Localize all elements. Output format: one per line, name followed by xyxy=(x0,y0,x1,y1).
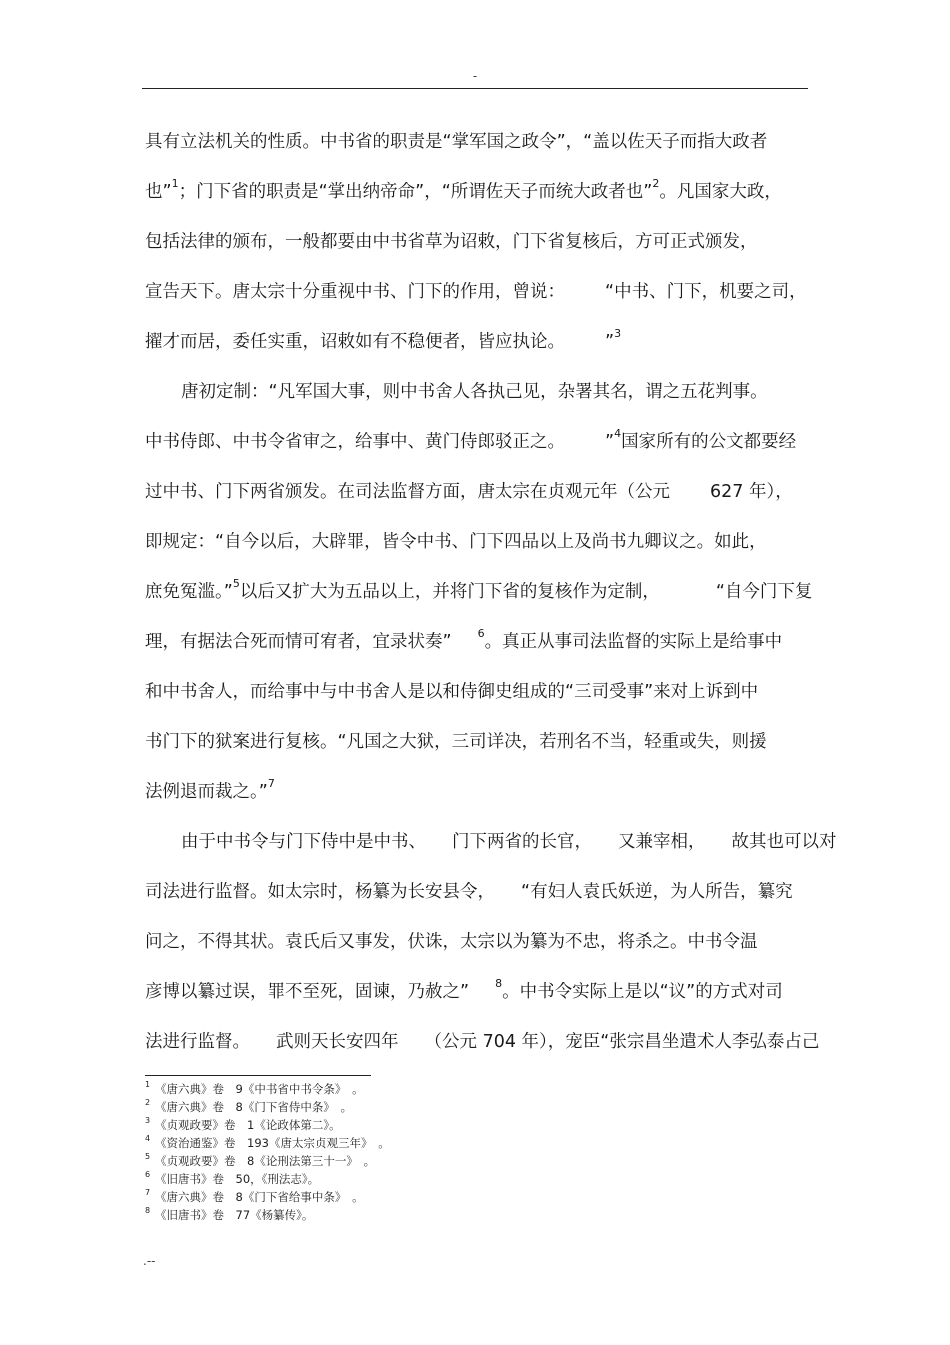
footnote-ref: 1 xyxy=(171,177,179,190)
body-text-span: 。中书令实际上是以“议”的方式对司 xyxy=(502,982,783,1002)
body-text-span: 法例退而裁之。” xyxy=(145,782,268,802)
body-text-span: 司法进行监督。如太宗时，杨纂为长安县令， xyxy=(145,882,495,902)
body-text-span: “中书、门下，机要之司， xyxy=(605,282,807,302)
footnote-ref: 5 xyxy=(232,577,240,590)
body-text-span: 理，有据法合死而情可宥者，宜录状奏” xyxy=(145,632,452,652)
footnote-item xyxy=(145,1080,745,1098)
body-text-span: 擢才而居，委任实重，诏敕如有不稳便者，皆应执论。 xyxy=(145,332,565,352)
body-line xyxy=(145,974,813,1024)
page-header-mark: - xyxy=(472,69,478,83)
footnote-text: 《资治通鉴》卷 193《唐太宗贞观三年》 。 xyxy=(155,1136,390,1150)
body-line xyxy=(145,624,813,674)
body-text xyxy=(145,124,837,1074)
body-text-span: 具有立法机关的性质。中书省的职责是“掌军国之政令”，“盖以佐天子而指大政者 xyxy=(145,132,768,152)
footnote-text: 《唐六典》卷 8《门下省给事中条》 。 xyxy=(155,1190,364,1204)
body-line xyxy=(145,674,813,724)
body-text-span: 也” xyxy=(145,182,172,202)
footnote-item xyxy=(145,1152,745,1170)
body-text-span: 。凡国家大政， xyxy=(659,182,782,202)
footnote-number: 2 xyxy=(145,1098,151,1107)
body-text-span: “有妇人袁氏妖逆，为人所告，纂究 xyxy=(521,882,793,902)
body-text-span: 国家所有的公文都要经 xyxy=(621,432,797,452)
body-line xyxy=(145,124,813,174)
footnote-item xyxy=(145,1188,745,1206)
body-text-span: （公元 704 年），宠臣“张宗昌坐遣术人李弘泰占己 xyxy=(424,1032,820,1052)
body-text-span: 包括法律的颁布，一般都要由中书省草为诏敕，门下省复核后，方可正式颁发， xyxy=(145,232,758,252)
footnote-item xyxy=(145,1134,745,1152)
footnote-ref: 4 xyxy=(614,427,622,440)
body-text-span: 以后又扩大为五品以上，并将门下省的复核作为定制， xyxy=(239,582,660,602)
footnote-text: 《旧唐书》卷 50，《刑法志》。 xyxy=(155,1172,320,1186)
body-line xyxy=(145,1024,820,1074)
footnote-item xyxy=(145,1116,745,1134)
body-text-span: 故其也可以对 xyxy=(731,832,837,852)
body-text-span: 中书侍郎、中书令省审之，给事中、黄门侍郎驳正之。 xyxy=(145,432,565,452)
body-text-span: 。真正从事司法监督的实际上是给事中 xyxy=(484,632,783,652)
body-line xyxy=(145,574,813,624)
body-text-span: 过中书、门下两省颁发。在司法监督方面，唐太宗在贞观元年（公元 xyxy=(145,482,670,502)
header-rule xyxy=(142,88,808,89)
body-line xyxy=(145,274,813,324)
footnote-number: 7 xyxy=(145,1188,151,1197)
body-text-span: 问之，不得其状。袁氏后又事发，伏诛，太宗以为纂为不忠，将杀之。中书令温 xyxy=(145,932,758,952)
footnote-text: 《唐六典》卷 8《门下省侍中条》 。 xyxy=(155,1100,353,1114)
footnote-separator xyxy=(145,1075,371,1076)
footnote-number: 8 xyxy=(145,1206,151,1215)
body-text-span: 即规定：“自今以后，大辟罪，皆令中书、门下四品以上及尚书九卿议之。如此， xyxy=(145,532,767,552)
footnote-ref: 8 xyxy=(495,977,503,990)
footnote-number: 5 xyxy=(145,1152,151,1161)
footnote-text: 《贞观政要》卷 8《论刑法第三十一》 。 xyxy=(155,1154,376,1168)
body-text-span: 法进行监督。 xyxy=(145,1032,250,1052)
body-text-span: 又兼宰相， xyxy=(618,832,706,852)
body-line xyxy=(145,174,813,224)
footnote-ref: 2 xyxy=(652,177,660,190)
body-text-span: ” xyxy=(605,332,615,352)
body-line xyxy=(145,874,813,924)
body-line xyxy=(145,524,813,574)
body-line xyxy=(145,474,813,524)
paragraph-start-line xyxy=(145,374,813,424)
footnote-text: 《旧唐书》卷 77《杨纂传》。 xyxy=(155,1208,314,1222)
footnote-item xyxy=(145,1098,745,1116)
footnote-item xyxy=(145,1170,745,1188)
body-text-span: ；门下省的职责是“掌出纳帝命”，“所谓佐天子而统大政者也” xyxy=(178,182,653,202)
body-text-span: 和中书舍人，而给事中与中书舍人是以和侍御史组成的“三司受事”来对上诉到中 xyxy=(145,682,759,702)
body-text-span: 书门下的狱案进行复核。“凡国之大狱，三司详决，若刑名不当，轻重或失，则援 xyxy=(145,732,767,752)
footnote-text: 《贞观政要》卷 1《论政体第二》。 xyxy=(155,1118,341,1132)
body-text-span: 宣告天下。唐太宗十分重视中书、门下的作用，曾说： xyxy=(145,282,565,302)
footnotes xyxy=(145,1080,745,1224)
body-text-span: ” xyxy=(605,432,615,452)
body-text-span: 彦博以纂过误，罪不至死，固谏，乃赦之” xyxy=(145,982,470,1002)
body-line xyxy=(145,724,813,774)
body-text-span: 627 年）， xyxy=(710,482,793,502)
footnote-text: 《唐六典》卷 9《中书省中书令条》 。 xyxy=(155,1082,364,1096)
footnote-item xyxy=(145,1206,745,1224)
body-text-span: “自今门下复 xyxy=(715,582,813,602)
body-line xyxy=(145,224,813,274)
body-line xyxy=(145,774,813,824)
body-line xyxy=(145,324,813,374)
footnote-ref: 3 xyxy=(614,327,622,340)
body-text-span: 庶免冤滥。” xyxy=(145,582,233,602)
footnote-ref: 6 xyxy=(477,627,485,640)
body-text-span: 唐初定制：“凡军国大事，则中书舍人各执己见，杂署其名，谓之五花判事。 xyxy=(181,382,768,402)
body-line xyxy=(145,924,813,974)
body-text-span: 武则天长安四年 xyxy=(276,1032,399,1052)
footnote-number: 6 xyxy=(145,1170,151,1179)
paragraph-start-line xyxy=(145,824,837,874)
footnote-number: 3 xyxy=(145,1116,151,1125)
body-text-span: 门下两省的长官， xyxy=(452,832,592,852)
footnote-ref: 7 xyxy=(267,777,275,790)
footnote-number: 1 xyxy=(145,1080,151,1089)
body-text-span: 由于中书令与门下侍中是中书、 xyxy=(181,832,426,852)
footnote-number: 4 xyxy=(145,1134,151,1143)
body-line xyxy=(145,424,813,474)
page-footer-mark: .-- xyxy=(143,1254,156,1268)
